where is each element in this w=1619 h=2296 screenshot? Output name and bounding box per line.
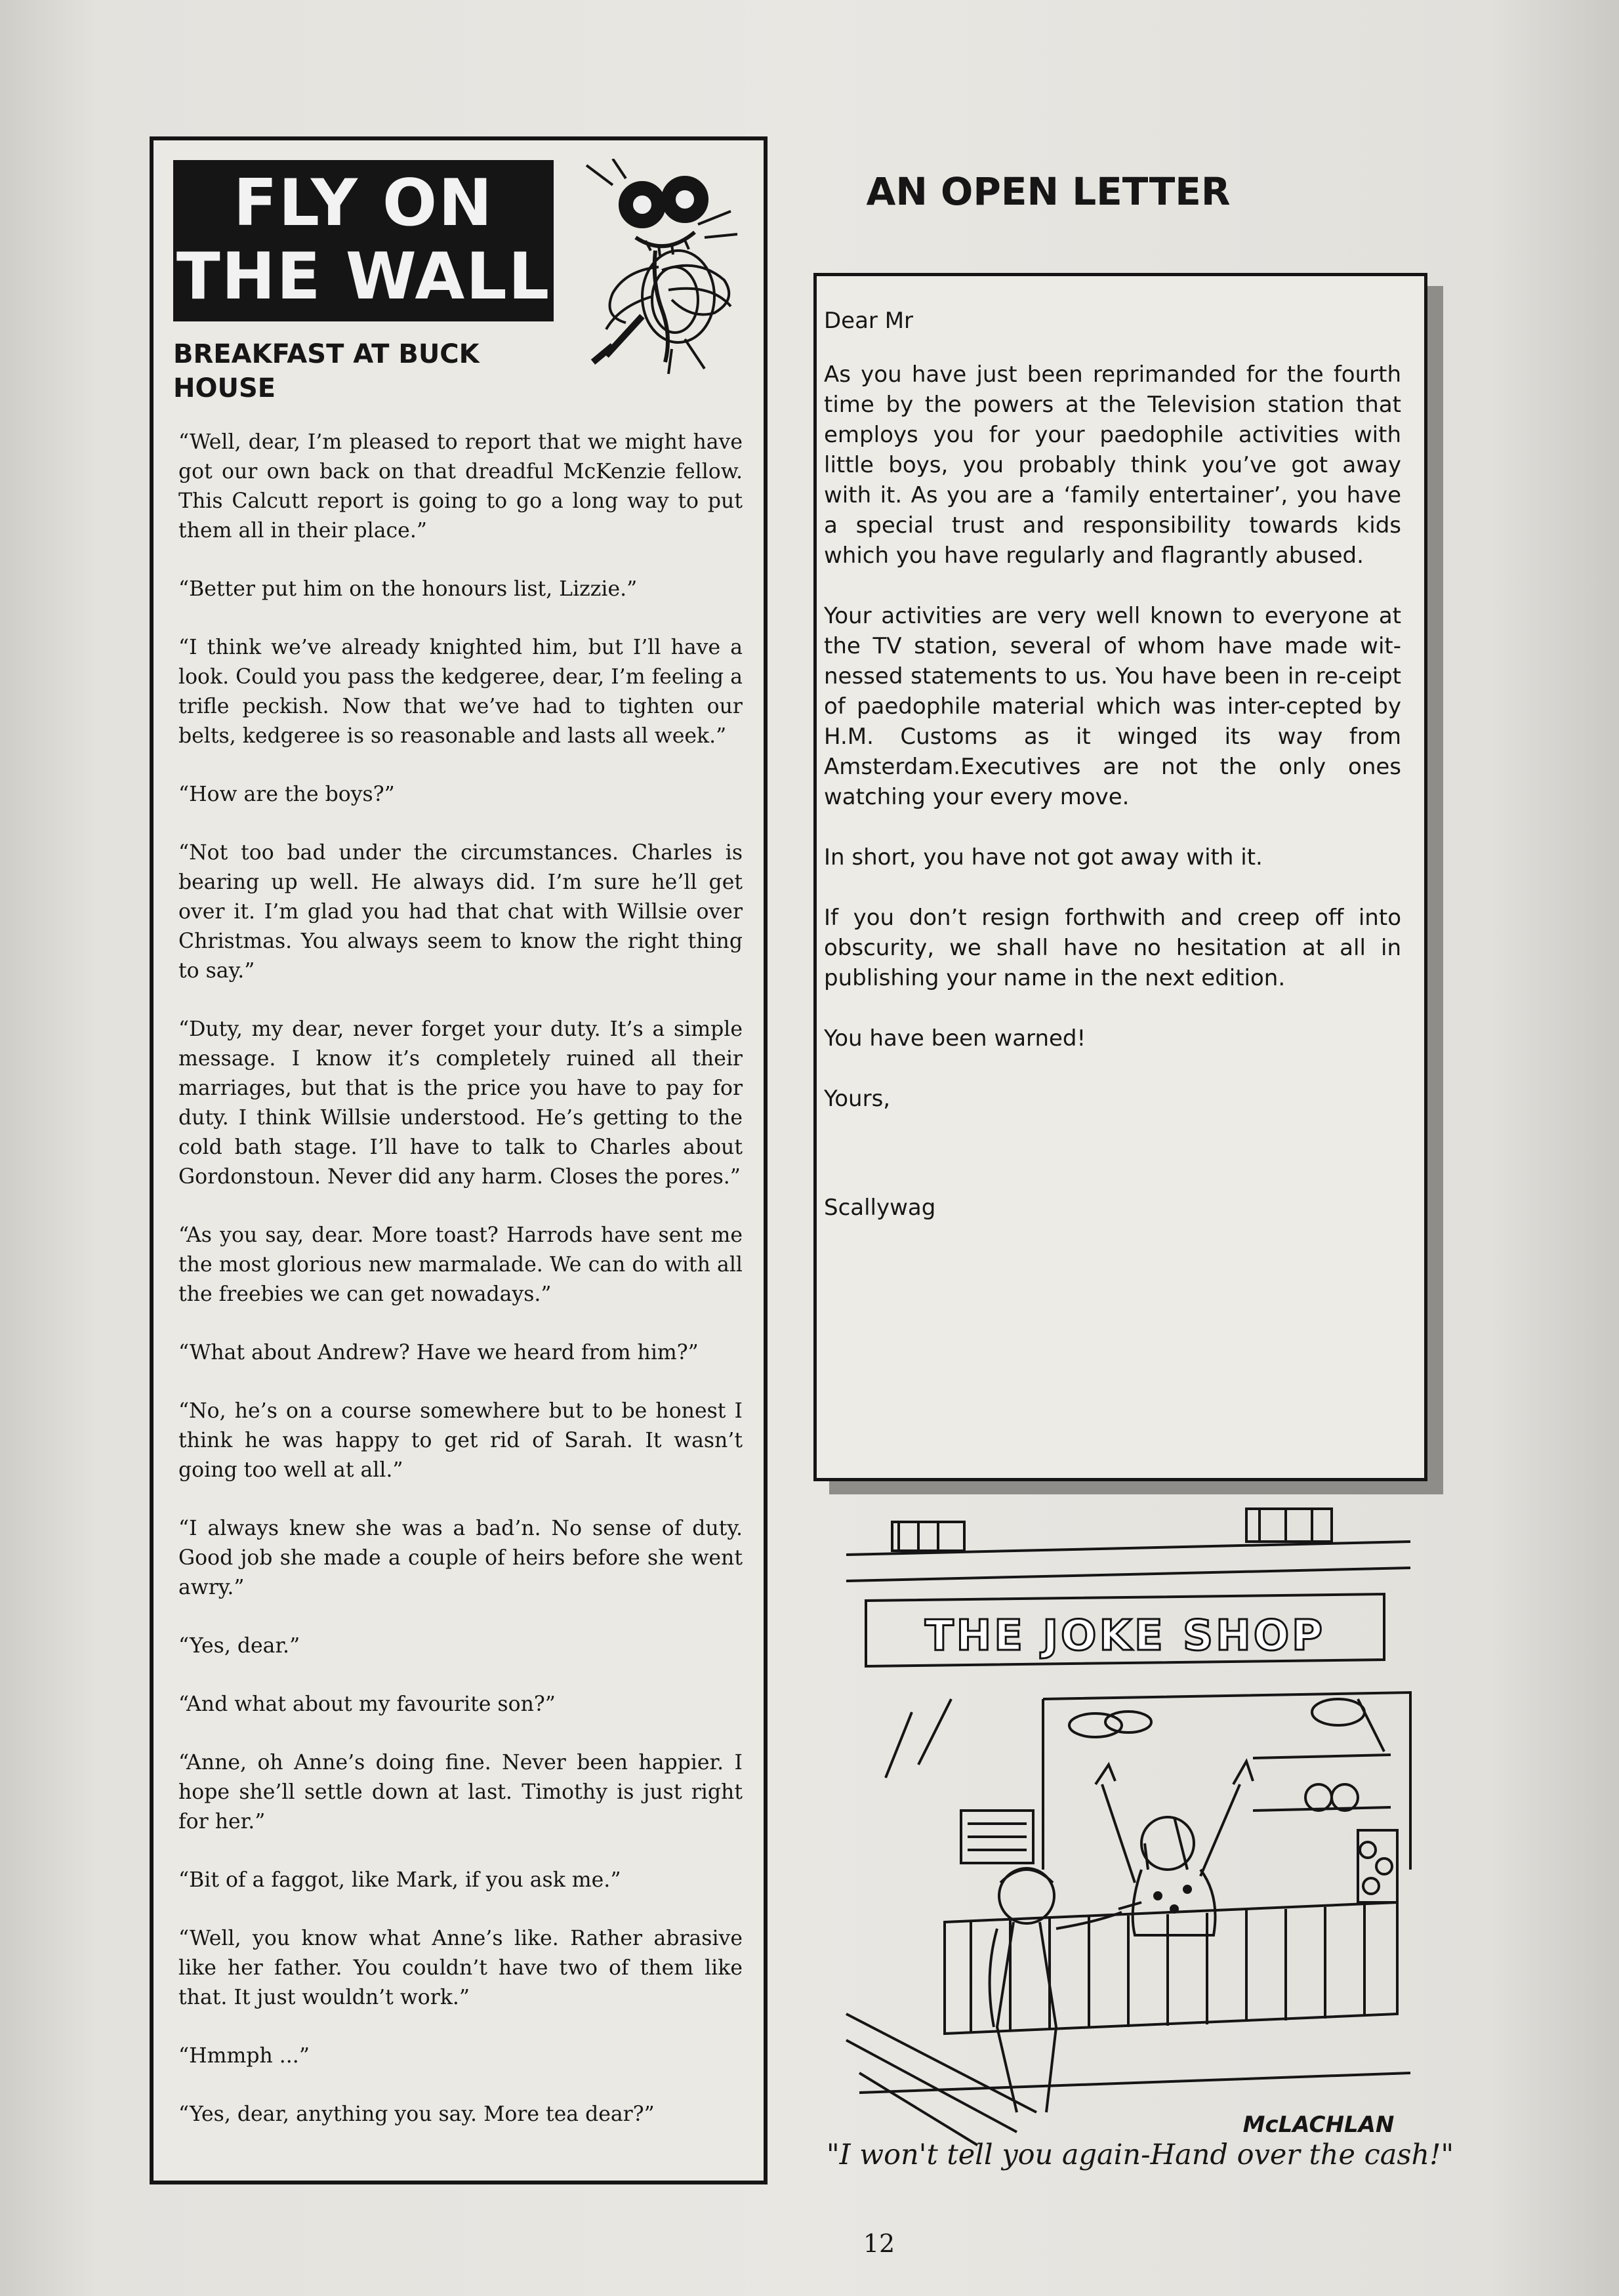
- dialogue-text: [178, 428, 743, 2158]
- joke-shop-cartoon: [820, 1502, 1430, 2158]
- shop-sign-text: THE JOKE SHOP: [925, 1612, 1325, 1660]
- open-letter-title: AN OPEN LETTER: [866, 169, 1231, 214]
- dialogue-paragraph: “Yes, dear, anything you say. More tea dear?”: [178, 2102, 655, 2126]
- page-number: 12: [863, 2229, 895, 2258]
- letter-paragraph: You have been warned!: [824, 1025, 1086, 1052]
- dialogue-paragraph: “Well, dear, I’m pleased to report that we might have got our own back on that dreadful McKenzie fellow. This Calcutt report is going to go a long way to put them all in their place.”: [178, 430, 743, 543]
- dialogue-paragraph: “Well, you know what Anne’s like. Rather abrasive like her father. You couldn’t have two of them like that. It just wouldn’t work.”: [178, 1927, 743, 2009]
- dialogue-paragraph: “I always knew she was a bad’n. No sense of duty. Good job she made a couple of heirs before she went awry.”: [178, 1517, 743, 1599]
- fly-illustration-icon: [573, 159, 750, 375]
- letter-signature: Scallywag: [824, 1195, 936, 1221]
- dialogue-paragraph: “What about Andrew? Have we heard from him?”: [178, 1341, 699, 1364]
- dialogue-paragraph: “Bit of a faggot, like Mark, if you ask me.”: [178, 1868, 621, 1892]
- dialogue-paragraph: “How are the boys?”: [178, 783, 395, 806]
- open-letter-body: [824, 306, 1401, 1253]
- letter-paragraph: As you have just been reprimanded for the fourth time by the powers at the Television station that employs you for your paedophile activities with little boys, you probably think you’ve got away with it. As you are a ‘family entertainer’, you have a special trust and responsibility towards kids which you have regularly and flagrantly abused.: [824, 361, 1401, 569]
- letter-closing: Yours,: [824, 1086, 891, 1112]
- dialogue-paragraph: “As you say, dear. More toast? Harrods have sent me the most glorious new marmalade. We can do with all the freebies we can get nowadays.”: [178, 1223, 743, 1306]
- fly-on-the-wall-column: [150, 136, 768, 2184]
- dialogue-paragraph: “Duty, my dear, never forget your duty. It’s a simple message. I know it’s completely ruined all their marriages, but that is the price you have to pay for duty. I think Willsie understood. He’s getting to the cold bath stage. I’ll have to talk to Charles about Gordonstoun. Never did any harm. Closes the pores.”: [178, 1017, 743, 1189]
- artist-signature: McLACHLAN: [1242, 2112, 1395, 2138]
- dialogue-paragraph: “No, he’s on a course somewhere but to be honest I think he was happy to get rid of Sarah. It wasn’t going too well at all.”: [178, 1399, 743, 1482]
- dialogue-paragraph: “Anne, oh Anne’s doing fine. Never been happier. I hope she’ll settle down at last. Timothy is just right for her.”: [178, 1751, 743, 1834]
- letter-salutation: Dear Mr: [824, 308, 914, 334]
- letter-paragraph: Your activities are very well known to everyone at the TV station, several of whom have made wit-nessed statements to us. You have been in re-ceipt of paedophile material which was inter-cepted by H.M. Customs as it winged its way from Amsterdam.Executives are not the only ones watching your every move.: [824, 603, 1401, 810]
- banner-line-1: FLY ON: [233, 166, 494, 241]
- dialogue-paragraph: “And what about my favourite son?”: [178, 1692, 556, 1716]
- dialogue-paragraph: “Better put him on the honours list, Lizzie.”: [178, 577, 638, 601]
- dialogue-paragraph: “I think we’ve already knighted him, but I’ll have a look. Could you pass the kedgeree, dear, I’m feeling a trifle peckish. Now that we’ve had to tighten our belts, kedgeree is so reasonable and lasts all week.”: [178, 636, 743, 748]
- column-subtitle: BREAKFAST AT BUCK HOUSE: [173, 339, 480, 403]
- letter-paragraph: In short, you have not got away with it.: [824, 844, 1263, 871]
- dialogue-paragraph: “Yes, dear.”: [178, 1634, 300, 1658]
- fly-on-the-wall-banner: [173, 160, 554, 321]
- dialogue-paragraph: “Not too bad under the circumstances. Charles is bearing up well. He always did. I’m sure he’ll get over it. I’m glad you had that chat with Willsie over Christmas. You always seem to know the right thing to say.”: [178, 841, 743, 983]
- letter-paragraph: If you don’t resign forthwith and creep off into obscurity, we shall have no hesitation at all in publishing your name in the next edition.: [824, 905, 1401, 991]
- banner-line-2: THE WALL: [176, 239, 551, 314]
- dialogue-paragraph: “Hmmph ...”: [178, 2044, 310, 2068]
- cartoon-caption: "I won't tell you again-Hand over the cash!": [826, 2139, 1454, 2171]
